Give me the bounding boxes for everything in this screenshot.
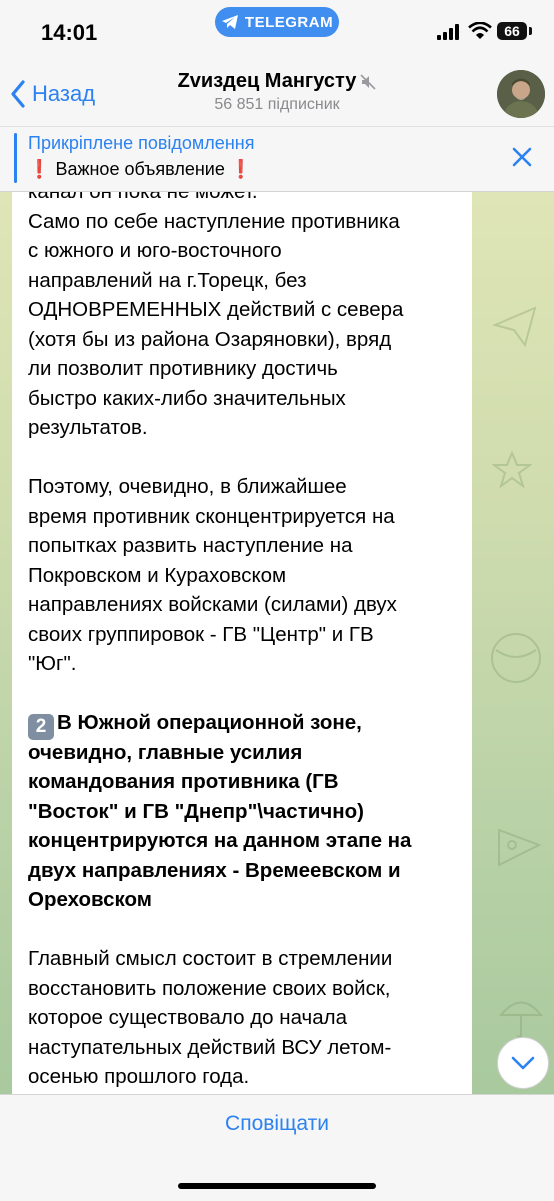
message-line: ОДНОВРЕМЕННЫХ действий с севера (28, 298, 404, 321)
chat-header (0, 62, 554, 126)
message-line: Главный смысл состоит в стремлении (28, 947, 393, 970)
pinned-text: Важное объявление (55, 159, 225, 179)
paper-plane-doodle-icon (490, 300, 540, 350)
pinned-accent-bar (14, 133, 17, 183)
signal-icon (437, 24, 461, 40)
message-line: (хотя бы из района Озаряновки), вряд (28, 328, 392, 351)
channel-avatar[interactable] (497, 70, 545, 118)
home-indicator (178, 1183, 376, 1189)
close-icon[interactable] (510, 145, 534, 169)
telegram-return-pill[interactable] (215, 7, 339, 37)
message-line: направлений на г.Торецк, без (28, 269, 307, 292)
message-line: время противник сконцентрируется на (28, 505, 395, 528)
message-line-bold: 2 В Южной операционной зоне, (28, 708, 362, 740)
channel-name: Zvиздец Мангусту (177, 70, 357, 92)
bottom-bar (0, 1094, 554, 1201)
message-line: Само по себе наступление противника (28, 210, 400, 233)
ball-doodle-icon (488, 630, 544, 686)
pinned-title: Прикріплене повідомлення (28, 133, 255, 153)
message-line: направлениях войсками (силами) двух (28, 593, 397, 616)
clock: 14:01 (41, 20, 98, 45)
battery-tip (529, 27, 532, 35)
avatar-image (497, 70, 545, 118)
star-doodle-icon (492, 450, 532, 490)
message-line-bold: двух направлениях - Времеевском и (28, 859, 401, 882)
subscriber-count: 56 851 підписник (214, 96, 340, 113)
message-line: попытках развить наступление на (28, 534, 353, 557)
channel-info[interactable] (150, 70, 404, 114)
message-line: восстановить положение своих войск, (28, 977, 391, 1000)
exclamation-icon: ❗ (229, 159, 253, 179)
battery-indicator: 66 (497, 22, 527, 40)
message-line: с южного и юго-восточного (28, 239, 282, 262)
notify-button[interactable]: Сповіщати (225, 1112, 329, 1135)
chevron-down-icon (511, 1056, 535, 1070)
umbrella-doodle-icon (496, 990, 546, 1040)
pinned-text-row (28, 159, 252, 180)
message-line: наступательных действий ВСУ летом- (28, 1036, 392, 1059)
message-line-bold: концентрируются на данном этапе на (28, 829, 412, 852)
message-line: результатов. (28, 416, 148, 439)
message-line-bold: командования противника (ГВ (28, 770, 339, 793)
pinned-message-bar[interactable] (0, 126, 554, 192)
telegram-plane-icon (221, 14, 239, 30)
pizza-doodle-icon (494, 820, 544, 870)
scroll-down-button[interactable] (497, 1037, 549, 1089)
message-line: быстро каких-либо значительных (28, 387, 346, 410)
keycap-number-emoji: 2 (28, 714, 54, 740)
message-line-bold: Ореховском (28, 888, 152, 911)
message-line: которое существовало до начала (28, 1006, 347, 1029)
pill-label: TELEGRAM (244, 13, 334, 31)
back-label: Назад (32, 81, 96, 106)
muted-icon (360, 74, 376, 90)
message-bubble (12, 150, 472, 1095)
message-line: Покровском и Кураховском (28, 564, 287, 587)
message-line: своих группировок - ГВ "Центр" и ГВ (28, 623, 374, 646)
exclamation-icon: ❗ (28, 159, 51, 179)
message-line: Поэтому, очевидно, в ближайшее (28, 475, 347, 498)
status-bar (0, 0, 554, 62)
message-line: осенью прошлого года. (28, 1065, 250, 1088)
message-line: ли позволит противнику достичь (28, 357, 338, 380)
wifi-icon (468, 22, 492, 40)
message-line-bold: "Восток" и ГВ "Днепр"\частично) (28, 800, 364, 823)
back-button[interactable] (10, 80, 95, 108)
message-line: "Юг". (28, 652, 77, 675)
chevron-left-icon (10, 80, 26, 108)
message-line-bold: очевидно, главные усилия (28, 741, 303, 764)
